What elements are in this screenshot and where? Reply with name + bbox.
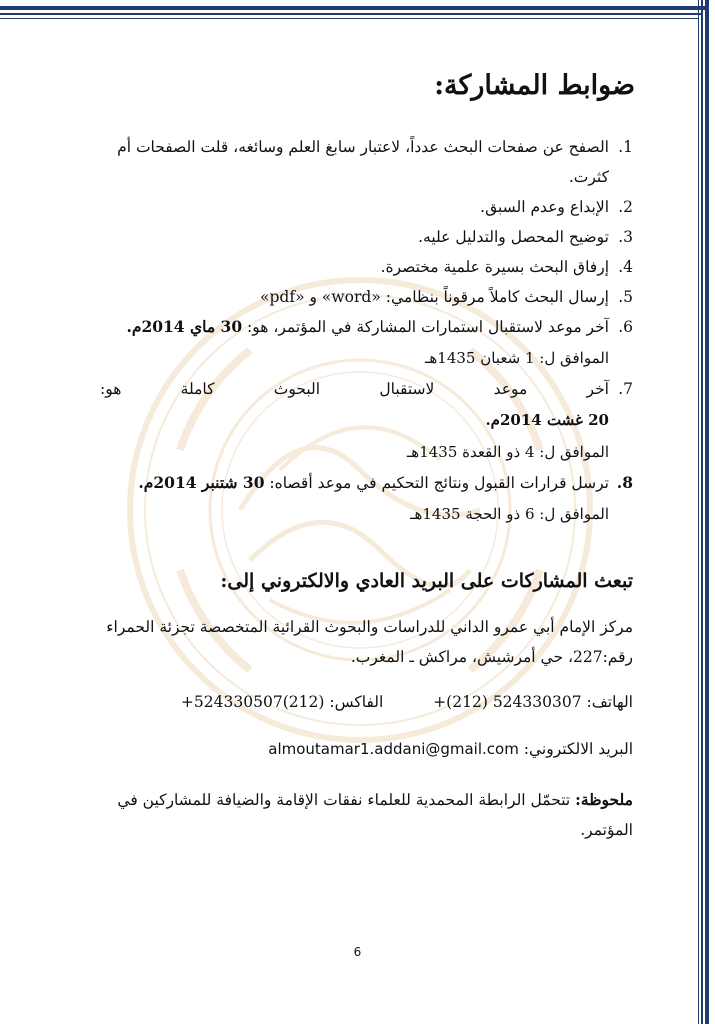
hijri-value: 1 شعبان 1435هـ bbox=[424, 349, 535, 367]
page-title: ضوابط المشاركة: bbox=[434, 70, 635, 101]
page-number: 6 bbox=[353, 945, 362, 959]
list-item bbox=[100, 192, 633, 222]
list-item bbox=[100, 468, 633, 498]
list-item bbox=[100, 312, 633, 342]
hijri-label: الموافق ل: bbox=[539, 505, 609, 523]
item-number: 8. bbox=[616, 473, 633, 492]
email-line bbox=[268, 740, 633, 758]
item-text-main: ترسل قرارات القبول ونتائج التحكيم في موعد أقصاه: bbox=[269, 474, 609, 492]
item-word: لاستقبال bbox=[379, 380, 435, 398]
item-word: آخر bbox=[586, 380, 609, 398]
item-text: إرفاق البحث بسيرة علمية مختصرة. bbox=[380, 258, 609, 276]
item-text bbox=[100, 374, 609, 404]
item-number: 1. bbox=[618, 138, 633, 156]
list-item bbox=[100, 282, 633, 312]
item-word: هو: bbox=[100, 380, 122, 398]
hijri-date bbox=[100, 498, 609, 530]
item-word: كاملة bbox=[180, 380, 215, 398]
item-number: 3. bbox=[618, 228, 633, 246]
hijri-date bbox=[100, 342, 609, 374]
deadline-date: 30 شتنبر 2014م. bbox=[138, 473, 265, 492]
list-item bbox=[100, 252, 633, 282]
item-number: 4. bbox=[618, 258, 633, 276]
hijri-label: الموافق ل: bbox=[539, 443, 609, 461]
note bbox=[100, 785, 633, 845]
item-text bbox=[100, 468, 609, 498]
section-title: تبعث المشاركات على البريد العادي والالكتروني إلى: bbox=[220, 570, 633, 592]
hijri-label: الموافق ل: bbox=[539, 349, 609, 367]
fax-label: الفاكس: bbox=[329, 693, 384, 711]
item-text: توضيح المحصل والتدليل عليه. bbox=[418, 228, 609, 246]
fax-number: (212)524330507+ bbox=[180, 693, 325, 711]
list-item bbox=[100, 222, 633, 252]
item-text: الإبداع وعدم السبق. bbox=[480, 198, 609, 216]
item-number: 2. bbox=[618, 198, 633, 216]
item-text: الصفح عن صفحات البحث عدداً، لاعتبار سابغ العلم وسائغه، قلت الصفحات أم كثرت. bbox=[117, 138, 609, 186]
deadline-date: 30 ماي 2014م. bbox=[126, 317, 243, 336]
postal-address: مركز الإمام أبي عمرو الداني للدراسات والبحوث القرائية المتخصصة تجزئة الحمراء رقم:227، حي أمرشيش، مراكش ـ المغرب. bbox=[106, 618, 633, 666]
item-number: 5. bbox=[618, 288, 633, 306]
item-word: البحوث bbox=[273, 380, 321, 398]
hijri-date bbox=[100, 436, 609, 468]
deadline-date: 20 غشت 2014م. bbox=[485, 411, 609, 429]
item-text bbox=[100, 312, 609, 342]
item-number: 7. bbox=[618, 380, 633, 398]
phone-number: 524330307 (212)+ bbox=[433, 693, 582, 711]
hijri-value: 6 ذو الحجة 1435هـ bbox=[410, 505, 535, 523]
list-item bbox=[100, 374, 633, 404]
note-text: تتحمّل الرابطة المحمدية للعلماء نفقات الإقامة والضيافة للمشاركين في المؤتمر. bbox=[117, 791, 633, 839]
item-text: إرسال البحث كاملاً مرقوناً بنظامي: «word» و «pdf» bbox=[260, 288, 609, 306]
contact-numbers bbox=[181, 693, 633, 711]
email-address[interactable]: almoutamar1.addani@gmail.com bbox=[268, 740, 519, 758]
email-label: البريد الالكتروني: bbox=[523, 740, 633, 758]
item-number: 6. bbox=[618, 318, 633, 336]
phone-label: الهاتف: bbox=[586, 693, 633, 711]
note-label: ملحوظة: bbox=[575, 790, 633, 809]
item-text-main: آخر موعد لاستقبال استمارات المشاركة في المؤتمر، هو: bbox=[247, 318, 609, 336]
item-word: موعد bbox=[493, 380, 528, 398]
rules-list bbox=[100, 132, 633, 530]
hijri-value: 4 ذو القعدة 1435هـ bbox=[406, 443, 535, 461]
list-item bbox=[100, 132, 633, 192]
